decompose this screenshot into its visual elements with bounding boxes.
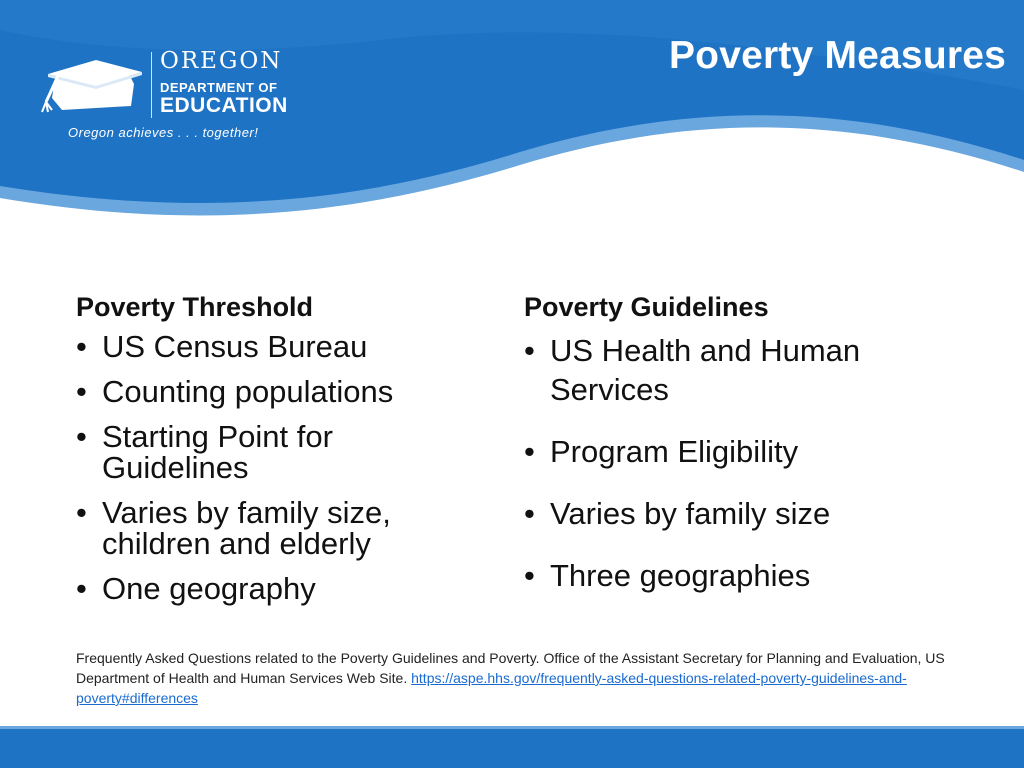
- poverty-guidelines-list: [524, 331, 944, 595]
- citation-link[interactable]: https://aspe.hhs.gov/frequently-asked-questions-related-poverty-guidelines-and-poverty#differences: [76, 670, 907, 706]
- footer-bar: [0, 726, 1024, 768]
- bullet-icon: •: [76, 571, 87, 606]
- poverty-threshold-list: [76, 331, 476, 604]
- bullet-icon: •: [76, 495, 87, 530]
- poverty-guidelines-column: [524, 292, 944, 618]
- logo-tagline: Oregon achieves . . . together!: [68, 125, 259, 140]
- bullet-icon: •: [524, 558, 535, 593]
- bullet-icon: •: [524, 434, 535, 469]
- list-item: • Counting populations: [76, 374, 394, 409]
- list-item: • One geography: [76, 571, 316, 606]
- list-item: • Three geographies: [524, 558, 811, 593]
- list-item: • US Health and Human Services: [524, 333, 861, 407]
- bullet-icon: •: [76, 374, 87, 409]
- logo-divider: [151, 52, 152, 118]
- bullet-icon: •: [76, 329, 87, 364]
- logo-oregon-text: OREGON: [160, 48, 283, 74]
- oregon-graduation-cap-icon: [38, 54, 146, 118]
- list-item: • Varies by family size, children and elderly: [76, 495, 391, 561]
- poverty-guidelines-heading: Poverty Guidelines: [524, 292, 769, 322]
- citation-text: Frequently Asked Questions related to the Poverty Guidelines and Poverty. Office of the Assistant Secretary for Planning and Evaluation, US Department of Health and Human Services Web Site.: [76, 650, 945, 686]
- citation: [76, 648, 966, 708]
- bullet-icon: •: [76, 419, 87, 454]
- slide-title: Poverty Measures: [668, 34, 1006, 77]
- list-item: • US Census Bureau: [76, 329, 368, 364]
- list-item: • Varies by family size: [524, 496, 831, 531]
- list-item: • Starting Point for Guidelines: [76, 419, 333, 485]
- poverty-threshold-heading: Poverty Threshold: [76, 292, 314, 322]
- poverty-threshold-column: [76, 292, 476, 618]
- logo-department-text: DEPARTMENT OF: [160, 80, 278, 95]
- list-item: • Program Eligibility: [524, 434, 799, 469]
- bullet-icon: •: [524, 496, 535, 531]
- bullet-icon: •: [524, 333, 535, 368]
- logo-education-text: EDUCATION: [160, 94, 288, 117]
- oregon-department-of-education-logo: [38, 48, 308, 148]
